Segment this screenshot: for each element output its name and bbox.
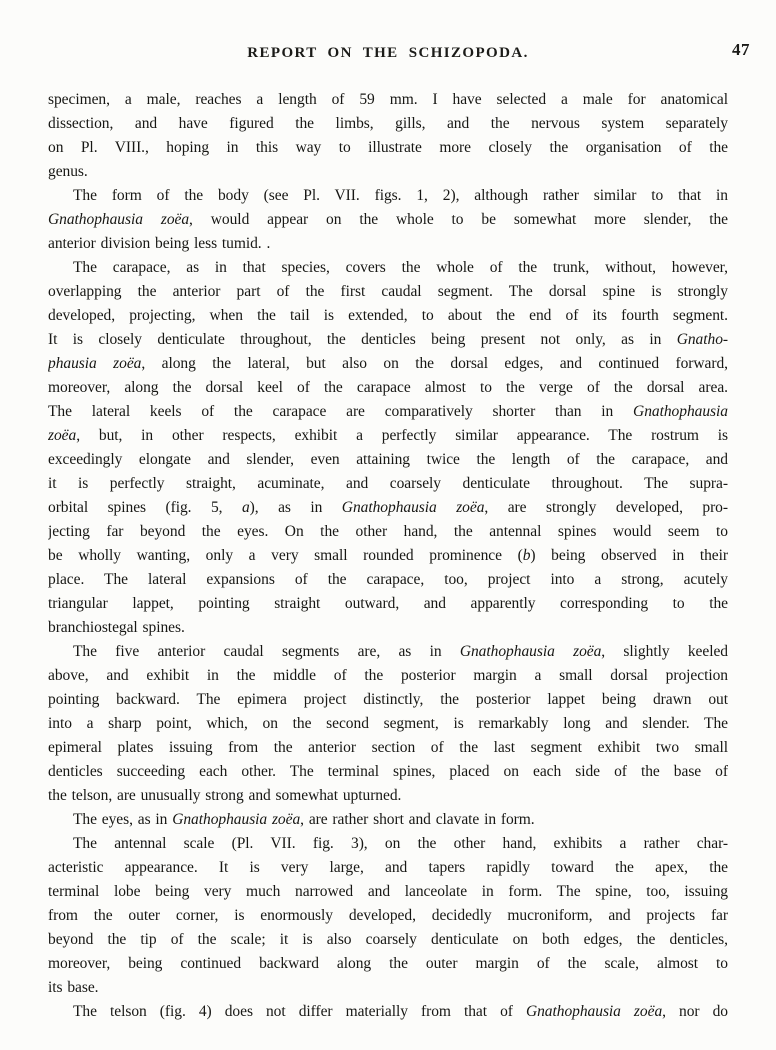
text-segment: The eyes, as in [73, 811, 173, 828]
text-line [48, 112, 728, 136]
text-segment: The antennal scale (Pl. VII. fig. 3), on the other hand, exhibits a rather char- [73, 835, 728, 852]
species-name-italic: Gnathophausia zoëa [48, 211, 190, 228]
text-segment: acteristic appearance. It is very large, and tapers rapidly toward the apex, the [48, 859, 728, 876]
text-line [48, 976, 728, 1000]
text-segment: on Pl. VIII., hoping in this way to illustrate more closely the organisation of the [48, 139, 728, 156]
text-line [48, 232, 728, 256]
text-line [48, 400, 728, 424]
text-segment: triangular lappet, pointing straight outward, and apparently corresponding to the [48, 595, 728, 612]
text-segment: above, and exhibit in the middle of the posterior margin a small dorsal projection [48, 667, 728, 684]
text-block [48, 88, 728, 1024]
text-segment: moreover, along the dorsal keel of the carapace almost to the verge of the dorsal area. [48, 379, 728, 396]
text-line [48, 280, 728, 304]
text-line [48, 472, 728, 496]
species-name-italic: Gnathophausia [633, 403, 728, 420]
text-segment: , along the lateral, but also on the dorsal edges, and continued forward, [141, 355, 728, 372]
species-name-italic: Gnathophausia zoëa [341, 499, 485, 516]
species-name-italic: a [241, 499, 250, 516]
text-segment: The lateral keels of the carapace are comparatively shorter than in [48, 403, 634, 420]
text-line [48, 256, 728, 280]
paragraph [48, 808, 728, 832]
running-header-title: REPORT ON THE SCHIZOPODA. [247, 45, 529, 61]
text-line [48, 496, 728, 520]
text-segment: , slightly keeled [601, 643, 728, 660]
text-line [48, 856, 728, 880]
text-segment: moreover, being continued backward along the outer margin of the scale, almost to [48, 955, 728, 972]
text-line [48, 904, 728, 928]
text-line [48, 304, 728, 328]
text-segment: , but, in other respects, exhibit a perfectly similar appearance. The rostrum is [76, 427, 728, 444]
text-segment: the telson, are unusually strong and somewhat upturned. [48, 787, 402, 804]
text-line [48, 880, 728, 904]
text-line [48, 520, 728, 544]
text-segment: terminal lobe being very much narrowed and lanceolate in form. The spine, too, issuing [48, 883, 728, 900]
paragraph [48, 184, 728, 256]
text-line [48, 760, 728, 784]
text-segment: developed, projecting, when the tail is extended, to about the end of its fourth segment. [48, 307, 728, 324]
text-segment: from the outer corner, is enormously developed, decidedly mucroniform, and projects far [48, 907, 728, 924]
text-segment: denticles succeeding each other. The terminal spines, placed on each side of the base of [48, 763, 728, 780]
text-line [48, 616, 728, 640]
text-line [48, 424, 728, 448]
text-segment: , are rather short and clavate in form. [300, 811, 535, 828]
text-line [48, 448, 728, 472]
species-name-italic: Gnathophausia zoëa [525, 1003, 663, 1020]
text-segment: anterior division being less tumid. . [48, 235, 271, 252]
species-name-italic: phausia zoëa [48, 355, 142, 372]
text-line [48, 160, 728, 184]
text-segment: orbital spines (fig. 5, [48, 499, 242, 516]
text-line [48, 328, 728, 352]
text-segment: branchiostegal spines. [48, 619, 185, 636]
text-segment: The telson (fig. 4) does not differ materially from that of [73, 1003, 526, 1020]
text-line [48, 808, 728, 832]
text-segment: ) being observed in their [530, 547, 728, 564]
text-line [48, 352, 728, 376]
text-segment: overlapping the anterior part of the first caudal segment. The dorsal spine is strongly [48, 283, 728, 300]
text-line [48, 640, 728, 664]
paragraph [48, 88, 728, 184]
text-line [48, 712, 728, 736]
text-line [48, 544, 728, 568]
text-segment: It is closely denticulate throughout, the denticles being present not only, as in [48, 331, 677, 348]
text-segment: be wholly wanting, only a very small rounded prominence ( [48, 547, 523, 564]
text-line [48, 376, 728, 400]
text-line [48, 208, 728, 232]
species-name-italic: Gnatho- [676, 331, 728, 348]
text-segment: pointing backward. The epimera project distinctly, the posterior lappet being drawn out [48, 691, 728, 708]
text-segment: The five anterior caudal segments are, as in [73, 643, 460, 660]
species-name-italic: Gnathophausia zoëa [172, 811, 301, 828]
text-segment: it is perfectly straight, acuminate, and coarsely denticulate throughout. The supra- [48, 475, 728, 492]
text-segment: exceedingly elongate and slender, even attaining twice the length of the carapace, and [48, 451, 728, 468]
text-segment: into a sharp point, which, on the second segment, is remarkably long and slender. The [48, 715, 728, 732]
text-line [48, 136, 728, 160]
page-number: 47 [732, 40, 750, 59]
text-segment: , are strongly developed, pro- [484, 499, 728, 516]
text-line [48, 952, 728, 976]
text-segment: beyond the tip of the scale; it is also coarsely denticulate on both edges, the denticles, [48, 931, 728, 948]
text-line [48, 688, 728, 712]
species-name-italic: Gnathophausia zoëa [459, 643, 602, 660]
text-segment: , would appear on the whole to be somewhat more slender, the [189, 211, 728, 228]
text-line [48, 592, 728, 616]
text-segment: The carapace, as in that species, covers the whole of the trunk, without, however, [73, 259, 728, 276]
text-segment: genus. [48, 163, 88, 180]
text-line [48, 736, 728, 760]
species-name-italic: zoëa [48, 427, 77, 444]
text-segment: specimen, a male, reaches a length of 59 mm. I have selected a male for anatomical [48, 91, 728, 108]
text-segment: , nor do [662, 1003, 728, 1020]
text-line [48, 568, 728, 592]
text-line [48, 1000, 728, 1024]
text-line [48, 832, 728, 856]
text-segment: dissection, and have figured the limbs, gills, and the nervous system separately [48, 115, 728, 132]
text-line [48, 928, 728, 952]
paragraph [48, 832, 728, 1000]
text-line [48, 784, 728, 808]
text-line [48, 664, 728, 688]
text-segment: jecting far beyond the eyes. On the other hand, the antennal spines would seem to [48, 523, 728, 540]
paragraph [48, 640, 728, 808]
paragraph [48, 1000, 728, 1024]
text-segment: ), as in [249, 499, 342, 516]
paragraph [48, 256, 728, 640]
text-line [48, 184, 728, 208]
text-segment: place. The lateral expansions of the carapace, too, project into a strong, acutely [48, 571, 728, 588]
species-name-italic: b [522, 547, 531, 564]
text-segment: its base. [48, 979, 99, 996]
text-segment: The form of the body (see Pl. VII. figs. 1, 2), although rather similar to that in [73, 187, 728, 204]
text-line [48, 88, 728, 112]
text-segment: epimeral plates issuing from the anterior section of the last segment exhibit two small [48, 739, 728, 756]
